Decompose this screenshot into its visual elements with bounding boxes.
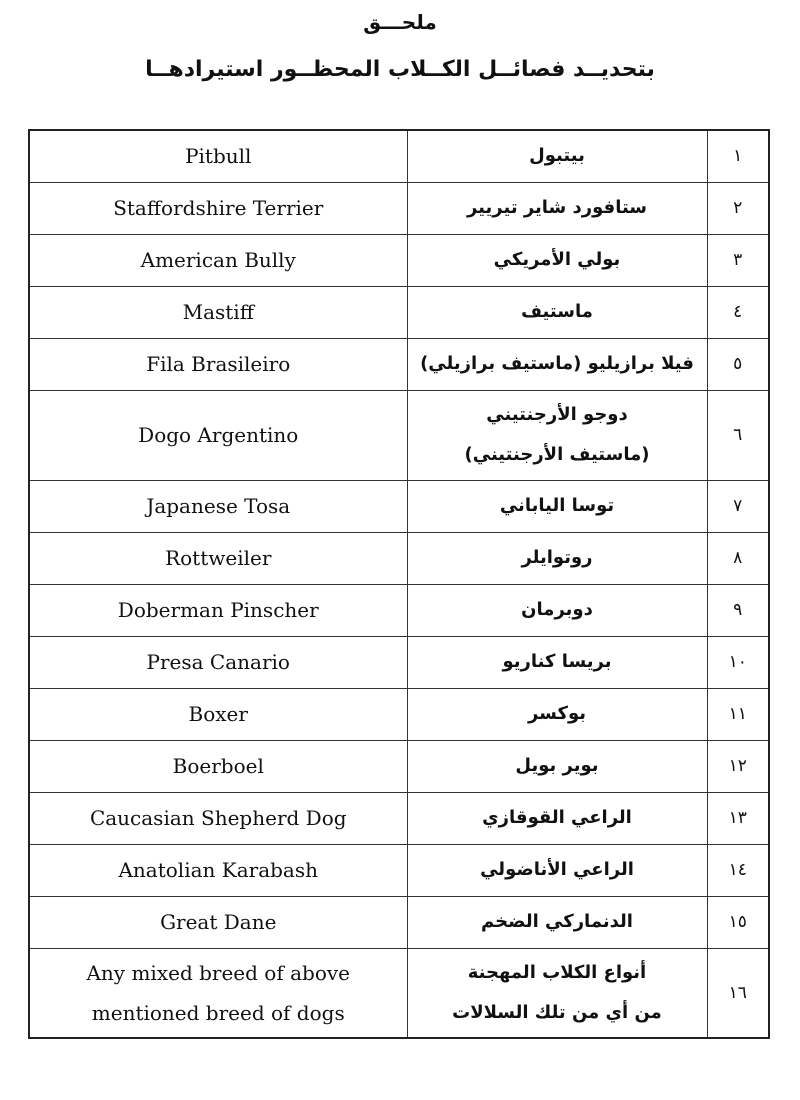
english-name-cell — [29, 480, 407, 532]
arabic-name: (ماستيف الأرجنتيني) — [464, 444, 650, 465]
table-row — [29, 532, 769, 584]
row-number: ١ — [707, 130, 769, 182]
arabic-name: الدنماركي الضخم — [481, 911, 633, 932]
arabic-name: توسا الياباني — [499, 495, 615, 516]
english-name: Pitbull — [185, 144, 252, 169]
english-name: mentioned breed of dogs — [91, 1000, 345, 1025]
table-row — [29, 130, 769, 182]
arabic-name-cell — [407, 286, 707, 338]
arabic-name-cell — [407, 896, 707, 948]
row-number: ٩ — [707, 584, 769, 636]
arabic-name-cell — [407, 480, 707, 532]
arabic-name-cell — [407, 844, 707, 896]
row-number: ٦ — [707, 390, 769, 480]
arabic-name: الراعي القوقازي — [482, 807, 632, 828]
arabic-name: فيلا برازيليو (ماستيف برازيلي) — [420, 353, 694, 374]
table-row — [29, 896, 769, 948]
english-name-cell — [29, 338, 407, 390]
table-row — [29, 182, 769, 234]
arabic-name-cell — [407, 532, 707, 584]
table-row — [29, 948, 769, 1038]
english-name: Mastiff — [182, 300, 254, 324]
english-name: Fila Brasileiro — [146, 352, 291, 376]
row-number: ١٥ — [707, 896, 769, 948]
row-number: ٣ — [707, 234, 769, 286]
english-name-cell — [29, 234, 407, 286]
arabic-name: الراعي الأناضولي — [480, 859, 634, 880]
row-number: ١٠ — [707, 636, 769, 688]
row-number: ١١ — [707, 688, 769, 740]
arabic-name: بوير بويل — [515, 755, 599, 776]
table-row — [29, 584, 769, 636]
breeds-table — [28, 129, 770, 1039]
english-name-cell — [29, 286, 407, 338]
arabic-name-cell — [407, 130, 707, 182]
table-row — [29, 234, 769, 286]
page-subtitle: بتحديــد فصائــل الكــلاب المحظــور استيرادهــا — [145, 57, 655, 82]
english-name-cell — [29, 390, 407, 480]
english-name-cell — [29, 636, 407, 688]
english-name: Doberman Pinscher — [117, 598, 319, 622]
arabic-name: دوبرمان — [521, 599, 593, 620]
english-name: Boerboel — [172, 754, 264, 778]
arabic-name: بوكسر — [527, 703, 587, 724]
table-row — [29, 480, 769, 532]
english-name: American Bully — [140, 248, 296, 272]
table-row — [29, 390, 769, 480]
english-name: Great Dane — [160, 910, 277, 934]
table-row — [29, 844, 769, 896]
english-name-cell — [29, 896, 407, 948]
english-name-cell — [29, 948, 407, 1038]
english-name: Staffordshire Terrier — [113, 196, 324, 220]
arabic-name-cell — [407, 688, 707, 740]
english-name: Presa Canario — [146, 650, 290, 674]
row-number: ١٦ — [707, 948, 769, 1038]
table-row — [29, 740, 769, 792]
english-name: Rottweiler — [165, 546, 272, 570]
arabic-name: بولي الأمريكي — [493, 249, 621, 270]
english-name: Any mixed breed of above — [86, 960, 350, 985]
row-number: ١٤ — [707, 844, 769, 896]
arabic-name-cell — [407, 636, 707, 688]
arabic-name-cell — [407, 234, 707, 286]
english-name-cell — [29, 740, 407, 792]
english-name: Anatolian Karabash — [118, 858, 318, 882]
arabic-name-cell — [407, 948, 707, 1038]
page-title: ملحـــق — [363, 10, 437, 34]
row-number: ٧ — [707, 480, 769, 532]
table-row — [29, 286, 769, 338]
english-name-cell — [29, 844, 407, 896]
table-row — [29, 338, 769, 390]
arabic-name-cell — [407, 390, 707, 480]
english-name-cell — [29, 532, 407, 584]
table-row — [29, 792, 769, 844]
arabic-name: بريسا كناريو — [502, 651, 612, 672]
arabic-name-cell — [407, 584, 707, 636]
arabic-name: بيتبول — [529, 145, 585, 167]
english-name: Caucasian Shepherd Dog — [89, 806, 347, 830]
arabic-name: أنواع الكلاب المهجنة — [467, 961, 647, 983]
table-row — [29, 636, 769, 688]
row-number: ٢ — [707, 182, 769, 234]
row-number: ٨ — [707, 532, 769, 584]
english-name: Dogo Argentino — [138, 423, 299, 447]
english-name-cell — [29, 182, 407, 234]
arabic-name-cell — [407, 182, 707, 234]
row-number: ٥ — [707, 338, 769, 390]
breeds-table-body — [29, 130, 769, 1038]
english-name-cell — [29, 688, 407, 740]
arabic-name-cell — [407, 740, 707, 792]
arabic-name-cell — [407, 338, 707, 390]
english-name-cell — [29, 130, 407, 182]
english-name: Japanese Tosa — [146, 494, 291, 518]
arabic-name: دوجو الأرجنتيني — [486, 404, 628, 425]
english-name-cell — [29, 584, 407, 636]
row-number: ١٣ — [707, 792, 769, 844]
arabic-name: ماستيف — [521, 301, 593, 322]
arabic-name-cell — [407, 792, 707, 844]
table-row — [29, 688, 769, 740]
english-name-cell — [29, 792, 407, 844]
arabic-name: من أي من تلك السلالات — [452, 1001, 662, 1023]
row-number: ١٢ — [707, 740, 769, 792]
arabic-name: روتوايلر — [521, 547, 593, 568]
row-number: ٤ — [707, 286, 769, 338]
arabic-name: ستافورد شاير تيريير — [466, 197, 648, 218]
english-name: Boxer — [188, 702, 248, 726]
